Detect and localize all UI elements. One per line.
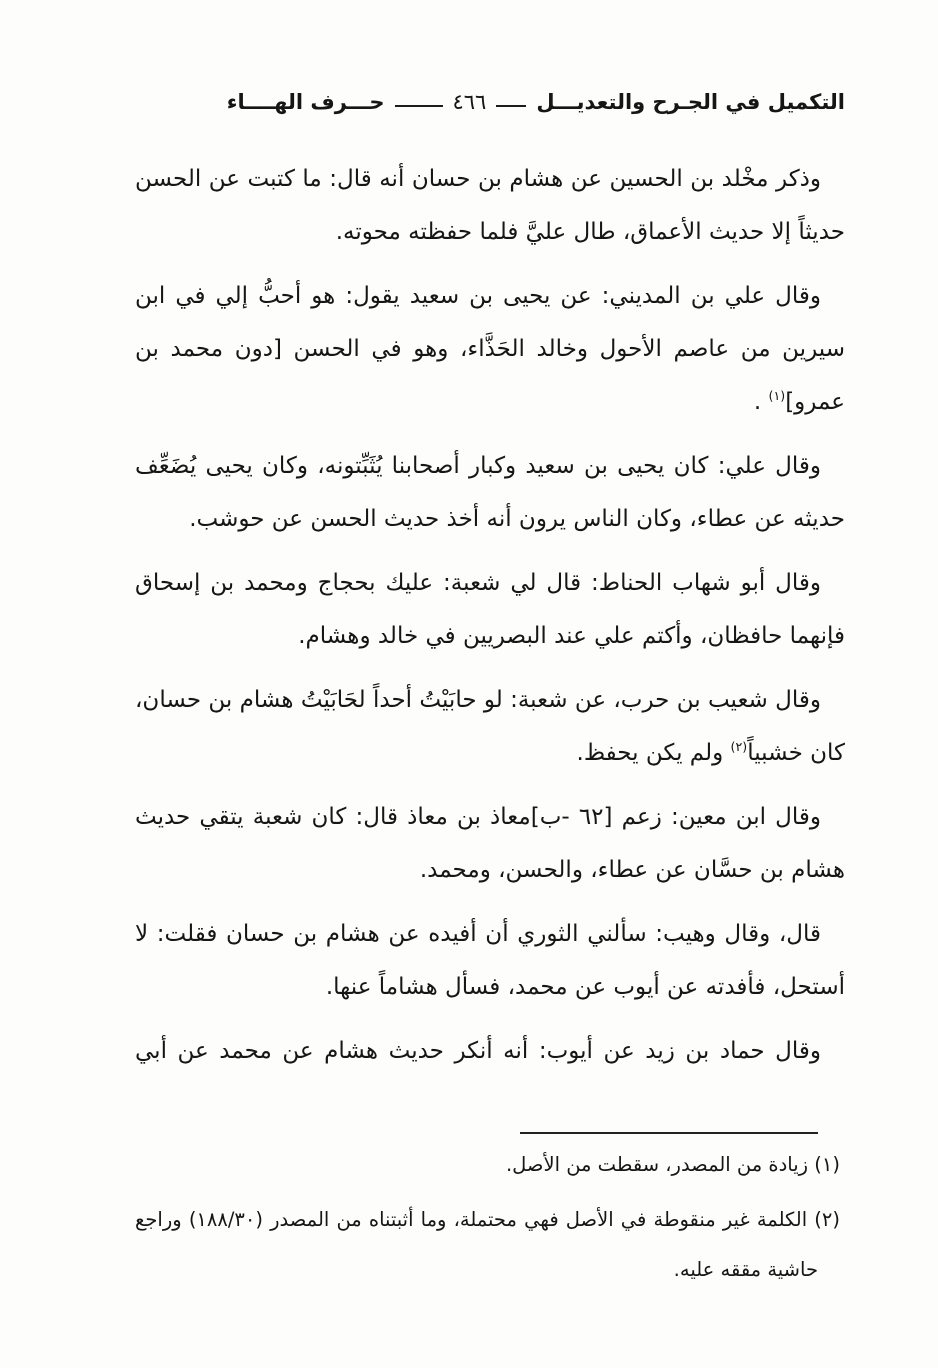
text-segment: عمرو] [785,389,845,415]
text-line: حديثه عن عطاء، وكان الناس يرون أنه أخذ حديث الحسن عن حوشب. [189,506,845,532]
footnote [135,1140,840,1190]
page-number: ٤٦٦ [452,90,487,114]
text-line [135,376,845,429]
text-segment: ولم يكن يحفظ. [576,740,731,766]
text-line: وقال أبو شهاب الحناط: قال لي شعبة: عليك بحجاج ومحمد بن إسحاق [135,570,821,596]
text-line: وقال حماد بن زيد عن أيوب: أنه أنكر حديث هشام عن محمد عن أبي [135,1038,821,1064]
text-line: قال، وقال وهيب: سألني الثوري أن أفيده عن هشام بن حسان فقلت: لا [135,921,821,947]
running-header [173,84,845,120]
text-line: وقال علي: كان يحيى بن سعيد وكبار أصحابنا يُثَبِّتونه، وكان يحيى يُضَعِّف [135,453,821,479]
text-segment: . [753,389,769,415]
paragraph [135,153,845,259]
text-line: وقال علي بن المديني: عن يحيى بن سعيد يقول: هو أحبُّ إلي في ابن [135,283,821,309]
paragraph [135,791,845,897]
footnote-line: (١) زيادة من المصدر، سقطت من الأصل. [505,1153,840,1176]
text-line: حديثاً إلا حديث الأعماق، طال عليَّ فلما حفظته محوته. [335,219,845,245]
footnotes [135,1140,840,1300]
text-line: وقال ابن معين: زعم [٦٢ -ب]معاذ بن معاذ قال: كان شعبة يتقي حديث [135,804,822,830]
footnote-line: (٢) الكلمة غير منقوطة في الأصل فهي محتملة، وما أثبتناه من المصدر (١٨٨/٣٠) وراجع [135,1208,840,1231]
main-text [135,153,845,1089]
text-segment: كان خشبياً [747,740,845,766]
paragraph [135,440,845,546]
paragraph [135,270,845,429]
paragraph [135,557,845,663]
paragraph [135,1025,845,1078]
paragraph [135,674,845,780]
text-line: هشام بن حسَّان عن عطاء، والحسن، ومحمد. [419,857,845,883]
paragraph [135,908,845,1014]
footnote-line: حاشية مققه عليه. [673,1258,818,1281]
footnote-ref: (٢) [730,739,748,755]
header-dash [496,105,526,107]
text-line: وذكر مخْلد بن الحسين عن هشام بن حسان أنه قال: ما كتبت عن الحسن [135,166,821,192]
text-line [135,727,845,780]
book-title: التكميل في الجـرح والتعديـــل [536,90,845,114]
text-line: أستحل، فأفدته عن أيوب عن محمد، فسأل هشاماً عنها. [325,974,845,1000]
text-line: سيرين من عاصم الأحول وخالد الحَذَّاء، وهو في الحسن [دون محمد بن [135,336,845,362]
footnote [135,1195,840,1295]
footnote-ref: (١) [768,388,786,404]
section-title: حـــرف الهــــاء [226,90,385,114]
text-line: فإنهما حافظان، وأكتم علي عند البصريين في خالد وهشام. [298,623,845,649]
footnote-separator [520,1132,818,1134]
text-line: وقال شعيب بن حرب، عن شعبة: لو حابَيْتُ أحداً لحَابَيْتُ هشام بن حسان، [135,687,821,713]
header-dash [395,105,443,107]
